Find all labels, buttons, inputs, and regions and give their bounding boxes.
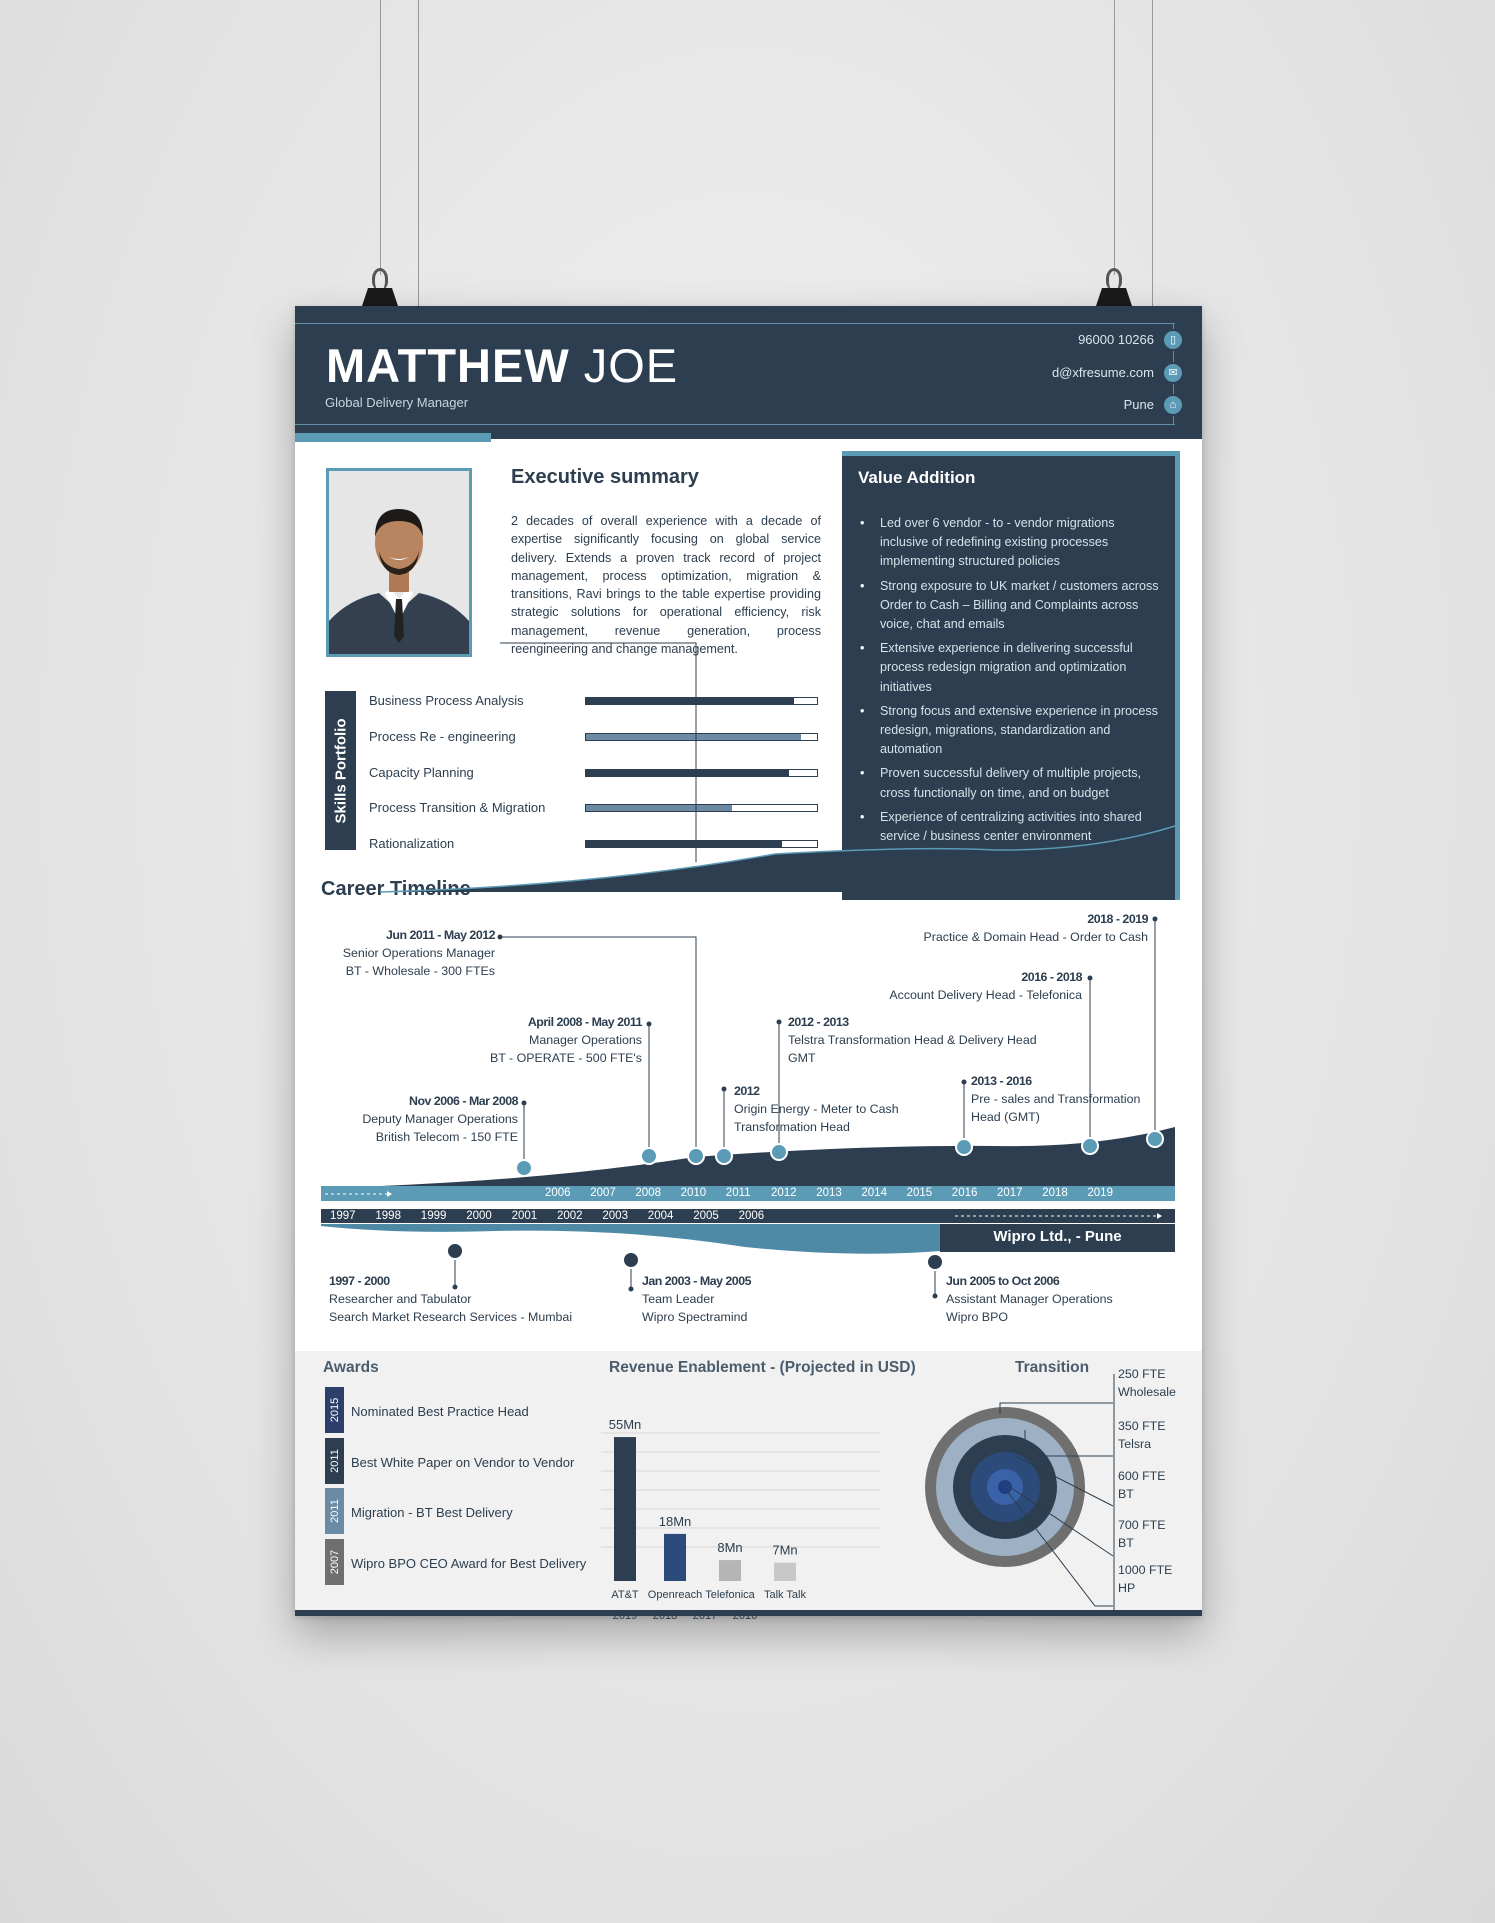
timeline-entry: Jun 2005 to Oct 2006 Assistant Manager Operations Wipro BPO <box>946 1274 1113 1324</box>
skills-portfolio-label: Skills Portfolio <box>325 691 356 850</box>
chart-year-label: 2019 <box>612 1610 638 1622</box>
transition-heading: Transition <box>1015 1359 1090 1376</box>
year-tick-label: 2005 <box>693 1210 719 1222</box>
timeline-entry: Jan 2003 - May 2005 Team Leader Wipro Spectramind <box>642 1274 751 1324</box>
awards-heading: Awards <box>323 1359 379 1376</box>
year-tick-label: 2012 <box>771 1187 797 1199</box>
year-tick-label: 2019 <box>1087 1187 1113 1199</box>
chart-value-label: 7Mn <box>772 1542 798 1558</box>
timeline-entry: 2012 - 2013 Telstra Transformation Head & Delivery Head GMT <box>788 1015 1037 1065</box>
year-tick-label: 2016 <box>951 1187 978 1199</box>
chart-value-label: 55Mn <box>608 1417 642 1433</box>
award-year: 2015 <box>325 1387 344 1433</box>
skill-name: Process Transition & Migration <box>369 800 546 815</box>
list-item: • Strong exposure to UK market / customers across Order to Cash – Billing and Complaints across voice, chat and emails <box>858 577 1163 635</box>
skill-name: Process Re - engineering <box>369 729 516 744</box>
timeline-entry: April 2008 - May 2011 Manager Operations BT - OPERATE - 500 FTE's <box>489 1015 642 1065</box>
transition-label: 600 FTE BT <box>1118 1469 1166 1501</box>
award-text: Best White Paper on Vendor to Vendor <box>351 1455 575 1470</box>
year-tick-label: 2002 <box>557 1210 583 1222</box>
transition-rings-graphic <box>895 1366 1125 1606</box>
chart-category-label: Talk Talk <box>764 1589 806 1601</box>
year-tick-label: 2018 <box>1042 1187 1068 1199</box>
career-timeline-heading: Career Timeline <box>321 878 471 900</box>
year-tick-label: 1999 <box>420 1210 447 1222</box>
chart-category-label: Openreach <box>647 1589 703 1601</box>
year-tick-label: 2010 <box>680 1187 707 1199</box>
list-item: • Led over 6 vendor - to - vendor migrations inclusive of redefining existing processes implementing structured policies <box>858 514 1163 572</box>
location-text: Pune <box>1123 397 1154 412</box>
hanging-wire <box>418 0 419 306</box>
award-year: 2011 <box>325 1488 344 1534</box>
year-tick-label: 2003 <box>602 1210 628 1222</box>
transition-label: 250 FTE Wholesale <box>1118 1367 1176 1399</box>
job-title: Global Delivery Manager <box>325 395 469 410</box>
year-tick-label: 2006 <box>738 1210 765 1222</box>
chart-bar <box>614 1437 636 1581</box>
award-text: Nominated Best Practice Head <box>351 1404 529 1419</box>
chart-bar <box>664 1534 686 1581</box>
phone-icon: ▯ <box>1162 329 1184 351</box>
chart-value-label: 8Mn <box>717 1540 743 1556</box>
executive-summary-heading: Executive summary <box>511 466 699 488</box>
email-icon: ✉ <box>1162 362 1184 384</box>
list-item: • Proven successful delivery of multiple projects, cross functionally on time, and on budget <box>858 764 1163 802</box>
chart-category-label: Telefonica <box>705 1589 755 1601</box>
resume-sheet <box>295 306 1202 1622</box>
year-tick-label: 2004 <box>647 1210 674 1222</box>
award-year: 2011 <box>325 1438 344 1484</box>
chart-bar <box>774 1563 796 1581</box>
skill-name: Capacity Planning <box>369 765 474 780</box>
chart-year-label: 2016 <box>732 1610 758 1622</box>
chart-value-label: 18Mn <box>658 1513 692 1529</box>
year-tick-label: 2017 <box>997 1187 1023 1199</box>
company-label: Wipro Ltd., - Pune <box>993 1228 1122 1245</box>
year-tick-label: 1997 <box>330 1210 356 1222</box>
chart-year-label: 2017 <box>692 1610 718 1622</box>
hanging-wire <box>1114 0 1115 275</box>
timeline-entry: Jun 2011 - May 2012 Senior Operations Manager BT - Wholesale - 300 FTEs <box>342 928 495 978</box>
chart-year-label: 2018 <box>652 1610 678 1622</box>
chart-bar <box>719 1560 741 1581</box>
list-item: • Experience of centralizing activities into shared service / business center environment <box>858 808 1163 846</box>
revenue-bar-chart <box>595 1396 885 1622</box>
phone-text: 96000 10266 <box>1078 332 1154 347</box>
last-name: JOE <box>583 339 679 392</box>
year-tick-label: 2013 <box>816 1187 842 1199</box>
award-text: Migration - BT Best Delivery <box>351 1505 513 1520</box>
year-tick-label: 2011 <box>725 1187 751 1199</box>
timeline-entry: Nov 2006 - Mar 2008 Deputy Manager Operations British Telecom - 150 FTE <box>362 1094 518 1144</box>
value-addition-heading: Value Addition <box>858 468 976 487</box>
hanging-wire <box>1152 0 1153 306</box>
skill-name: Rationalization <box>369 836 455 851</box>
award-text: Wipro BPO CEO Award for Best Delivery <box>351 1556 587 1571</box>
year-tick-label: 2008 <box>635 1187 661 1199</box>
year-tick-label: 2000 <box>466 1210 492 1222</box>
timeline-entry: 2016 - 2018 Account Delivery Head - Telefonica <box>889 970 1082 1002</box>
transition-label: 1000 FTE HP <box>1118 1563 1173 1595</box>
first-name: MATTHEW <box>326 339 570 392</box>
year-tick-label: 2006 <box>545 1187 571 1199</box>
year-tick-label: 2001 <box>511 1210 538 1222</box>
skill-name: Business Process Analysis <box>369 693 524 708</box>
year-tick-label: 2007 <box>590 1187 616 1199</box>
year-tick-label: 2015 <box>906 1187 933 1199</box>
revenue-chart-title: Revenue Enablement - (Projected in USD) <box>609 1359 916 1376</box>
award-year: 2007 <box>325 1539 344 1585</box>
transition-label: 350 FTE Telsra <box>1118 1419 1166 1451</box>
list-item: • Extensive experience in delivering successful process redesign migration and optimization initiatives <box>858 639 1163 697</box>
timeline-entry: 2013 - 2016 Pre - sales and Transformation Head (GMT) <box>971 1074 1141 1124</box>
email-text: d@xfresume.com <box>1051 365 1154 380</box>
transition-label: 700 FTE BT <box>1118 1518 1166 1550</box>
year-tick-label: 1998 <box>375 1210 401 1222</box>
list-item: • Strong focus and extensive experience in process redesign, migrations, standardization and automation <box>858 702 1163 760</box>
location-icon: ⌂ <box>1162 394 1184 416</box>
chart-category-label: AT&T <box>611 1589 639 1601</box>
timeline-entry: 2018 - 2019 Practice & Domain Head - Order to Cash <box>923 912 1148 944</box>
executive-summary-text: 2 decades of overall experience with a decade of expertise significantly focusing on global service delivery. Extends a proven track record of project management, process optimization, migration & transitions, Ravi brings to the table expertise providing strategic solutions for operational efficiency, risk management, revenue generation, process reengineering and change management. <box>511 514 821 657</box>
timeline-entry: 1997 - 2000 Researcher and Tabulator Search Market Research Services - Mumbai <box>329 1274 573 1324</box>
year-tick-label: 2014 <box>861 1187 887 1199</box>
hanging-wire <box>380 0 381 275</box>
timeline-entry: 2012 Origin Energy - Meter to Cash Transformation Head <box>734 1084 899 1134</box>
